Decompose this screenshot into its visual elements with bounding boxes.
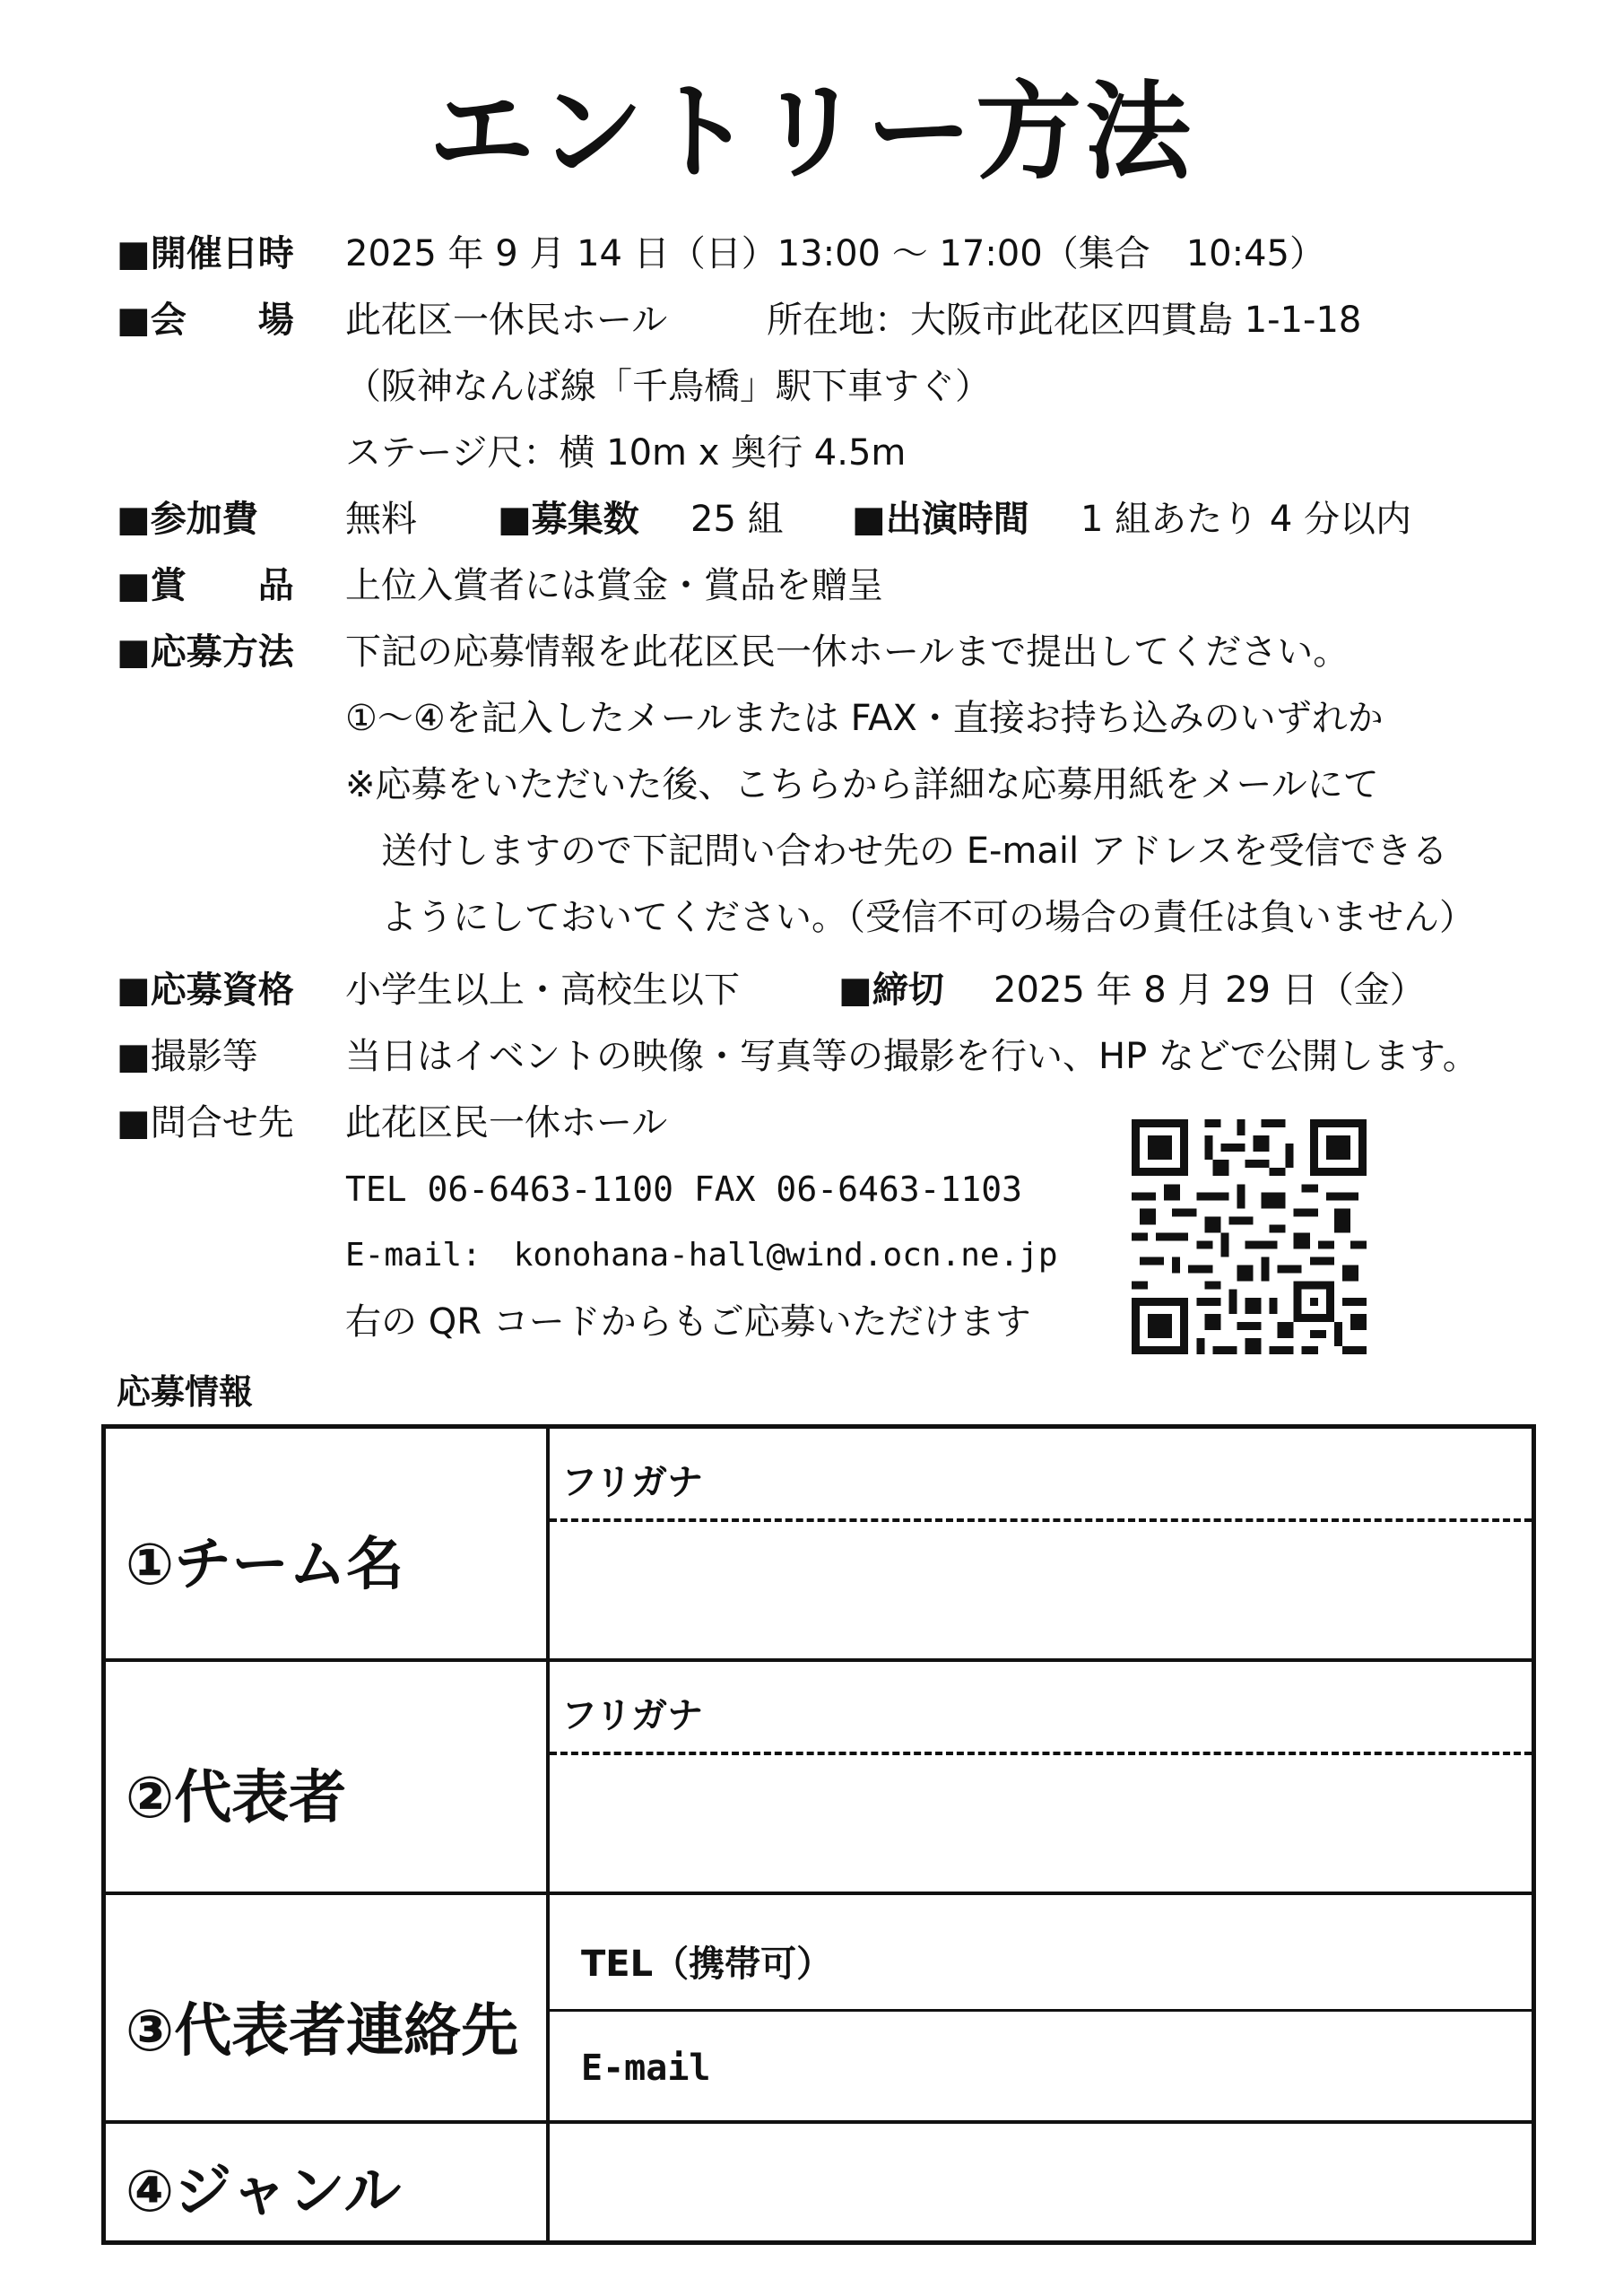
venue-stage: ステージ尺：横 10m x 奥行 4.5m (345, 432, 907, 474)
prize-value: 上位入賞者には賞金・賞品を贈呈 (345, 565, 883, 606)
contact-name: 此花区民一休ホール (345, 1102, 668, 1144)
apply-note: 送付しますので下記問い合わせ先の E-mail アドレスを受信できる (381, 831, 1448, 872)
application-form (101, 1424, 1536, 2245)
team-name-furigana-label: フリガナ (561, 1462, 703, 1503)
qr-code-icon[interactable] (1132, 1119, 1367, 1354)
contact-email[interactable]: E-mail: konohana-hall@wind.ocn.ne.jp (345, 1237, 1058, 1274)
genre-label: ④ジャンル (126, 2159, 402, 2225)
deadline-value: 2025 年 8 月 29 日（金） (994, 970, 1426, 1011)
form-row-genre (106, 2124, 1532, 2240)
contact-label: ■問合せ先 (117, 1102, 294, 1144)
furigana-divider (550, 1752, 1532, 1755)
recruit-label: ■募集数 (498, 499, 639, 540)
email-field-label: E-mail (581, 2048, 711, 2089)
tel-field-label: TEL（携帯可） (581, 1944, 833, 1985)
date-label: ■開催日時 (117, 233, 294, 274)
photo-label: ■撮影等 (117, 1036, 258, 1077)
contact-cell (106, 1895, 550, 2120)
fee-value: 無料 (345, 499, 417, 540)
representative-furigana-label: フリガナ (561, 1695, 703, 1736)
qualification-value: 小学生以上・高校生以下 (345, 970, 740, 1011)
team-name-label: ①チーム名 (126, 1532, 404, 1598)
performance-value: 1 組あたり 4 分以内 (1081, 499, 1412, 540)
fee-label: ■参加費 (117, 499, 258, 540)
apply-note: ようにしておいてください。（受信不可の場合の責任は負いません） (381, 897, 1475, 938)
photo-value: 当日はイベントの映像・写真等の撮影を行い、HP などで公開します。 (345, 1036, 1479, 1077)
contact-divider (550, 2009, 1532, 2012)
form-heading: 応募情報 (117, 1372, 254, 1412)
apply-line: 下記の応募情報を此花区民一休ホールまで提出してください。 (345, 631, 1350, 673)
apply-line: ①～④を記入したメールまたは FAX・直接お持ち込みのいずれか (345, 698, 1384, 739)
performance-label: ■出演時間 (852, 499, 1029, 540)
venue-access: （阪神なんば線「千鳥橋」駅下車すぐ） (345, 366, 991, 407)
qr-note: 右の QR コードからもご応募いただけます (345, 1301, 1031, 1343)
apply-note: ※応募をいただいた後、こちらから詳細な応募用紙をメールにて (345, 764, 1379, 805)
venue-label: ■会 場 (117, 300, 294, 341)
genre-cell (106, 2124, 550, 2240)
venue-name: 此花区一休民ホール (345, 300, 668, 341)
deadline-label: ■締切 (838, 970, 944, 1011)
form-row-team-name (106, 1429, 1532, 1662)
team-name-cell (106, 1429, 550, 1658)
apply-label: ■応募方法 (117, 631, 294, 673)
representative-cell (106, 1662, 550, 1892)
form-row-representative (106, 1662, 1532, 1895)
furigana-divider (550, 1518, 1532, 1522)
representative-label: ②代表者 (126, 1765, 347, 1831)
prize-label: ■賞 品 (117, 565, 294, 606)
recruit-value: 25 組 (690, 499, 784, 540)
page-title: エントリー方法 (428, 70, 1194, 194)
form-row-contact (106, 1895, 1532, 2124)
contact-tel-fax: TEL 06-6463-1100 FAX 06-6463-1103 (345, 1170, 1022, 1209)
contact-form-label: ③代表者連絡先 (126, 1998, 519, 2065)
date-value: 2025 年 9 月 14 日（日）13:00 ～ 17:00（集合 10:45） (345, 233, 1325, 274)
qualification-label: ■応募資格 (117, 970, 294, 1011)
venue-address: 所在地：大阪市此花区四貫島 1-1-18 (767, 300, 1362, 341)
